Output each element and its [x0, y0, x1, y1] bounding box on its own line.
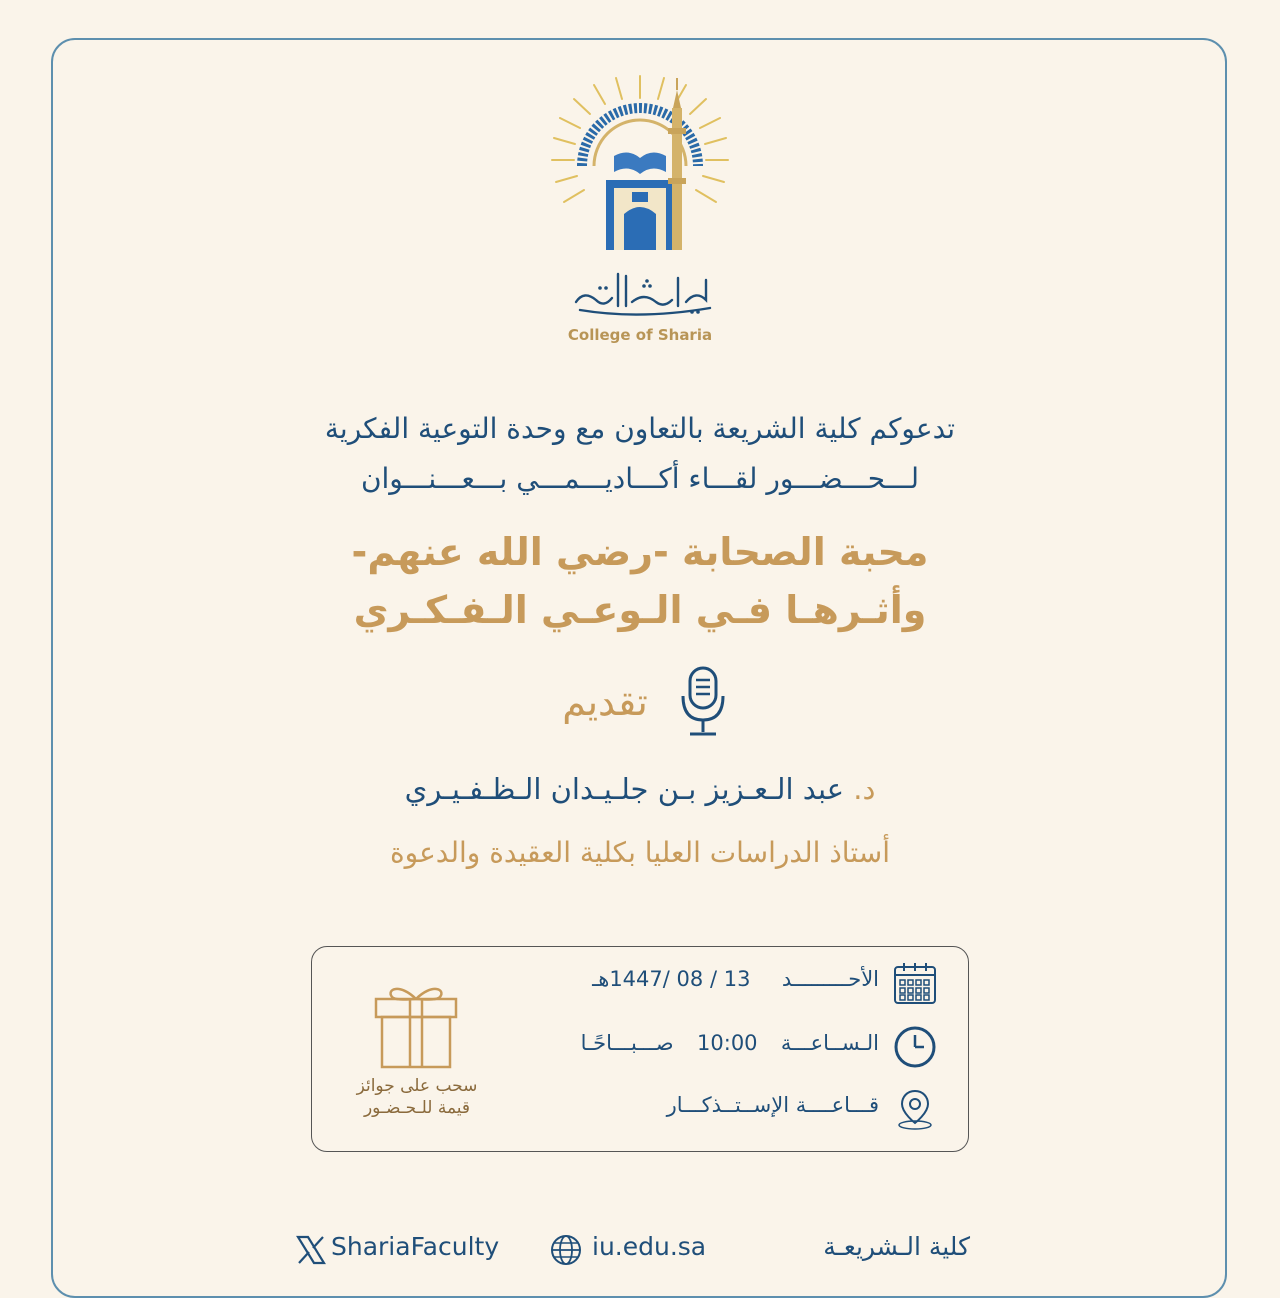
lecture-title-line-2: وأثـرهـا فـي الـوعـي الـفـكـري: [353, 588, 927, 632]
invitation-line-2: لـــحـــضـــور لقـــاء أكـــاديـــمـــي بـــعـــنـــوان: [360, 462, 920, 495]
footer-college-name: كلية الـشريعـة: [823, 1232, 970, 1261]
presented-by-label: تقديم: [562, 680, 648, 724]
microphone-icon: [680, 666, 726, 738]
time-text: [581, 1031, 879, 1055]
location-row: [527, 1087, 937, 1131]
date-text: [592, 967, 879, 991]
calendar-icon: [893, 961, 937, 1005]
footer-website[interactable]: [550, 1232, 720, 1268]
time-value: 10:00: [697, 1031, 758, 1055]
event-details-box: [311, 946, 969, 1152]
x-logo-icon: [295, 1234, 327, 1266]
prize-line-1: سحب على جوائز: [356, 1076, 478, 1096]
speaker-role: أستاذ الدراسات العليا بكلية العقيدة والدعوة: [389, 836, 891, 869]
lecture-title-line-1: محبة الصحابة -رضي الله عنهم-: [351, 530, 929, 574]
invitation-line-1: تدعوكم كلية الشريعة بالتعاون مع وحدة التوعية الفكرية: [324, 412, 956, 445]
college-english-name: College of Sharia: [567, 326, 713, 344]
speaker-title-prefix: د.: [853, 772, 876, 806]
time-period: صـــبـــاحًـا: [580, 1031, 674, 1055]
globe-icon: [550, 1234, 582, 1266]
date-row: [527, 961, 937, 1005]
date-label: الأحـــــــــد: [781, 967, 879, 991]
location-text: قـــاعــــة الإســتــذكـــار: [666, 1093, 879, 1117]
prize-line-2: قيمة للـحـضـور: [363, 1098, 471, 1118]
twitter-handle: ShariaFaculty: [331, 1232, 500, 1261]
college-logo: [540, 68, 740, 258]
clock-icon: [893, 1025, 937, 1069]
speaker-name-line: [0, 772, 1280, 806]
time-label: الـســاعـــة: [780, 1031, 879, 1055]
gift-icon: [370, 979, 462, 1071]
footer-twitter[interactable]: [295, 1232, 515, 1268]
website-url: iu.edu.sa: [592, 1232, 707, 1261]
location-pin-icon: [893, 1087, 937, 1131]
prize-note: [332, 1075, 502, 1119]
time-row: [527, 1025, 937, 1069]
date-value: 13 / 08 /1447هـ: [592, 967, 751, 991]
college-wordmark: [540, 262, 740, 322]
speaker-name: عبد الـعـزيز بـن جلـيـدان الـظـفـيـري: [404, 772, 845, 806]
